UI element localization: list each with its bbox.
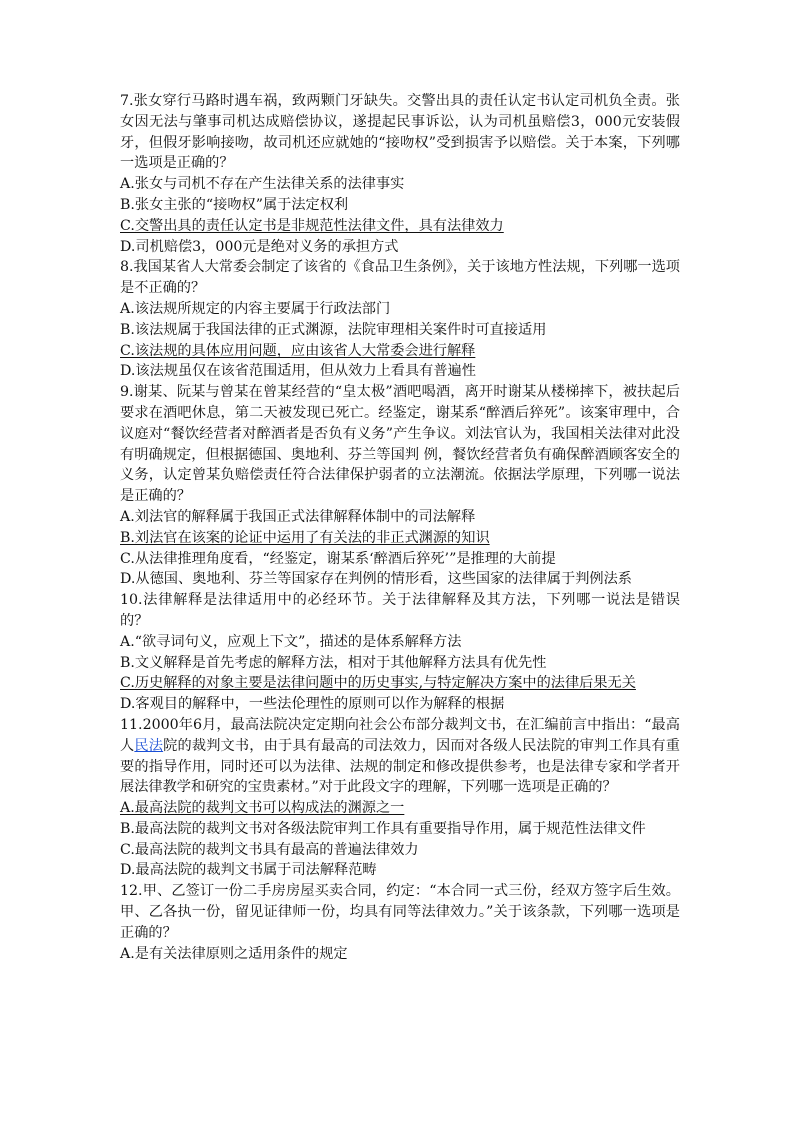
question-stem: 12.甲、乙签订一份二手房房屋买卖合同，约定：“本合同一式三份，经双方签字后生效。甲、乙各执一份，留见证律师一份，均具有同等法律效力。”关于该条款，下列哪一选项是正确的？ bbox=[120, 883, 680, 941]
option-b: B.该法规属于我国法律的正式渊源，法院审理相关案件时可直接适用 bbox=[120, 321, 547, 338]
document-page bbox=[120, 91, 680, 964]
question-stem: 10.法律解释是法律适用中的必经环节。关于法律解释及其方法，下列哪一说法是错误的？ bbox=[120, 592, 680, 629]
option-d: D.最高法院的裁判文书属于司法解释范畴 bbox=[120, 862, 377, 879]
option-a: A.是有关法律原则之适用条件的规定 bbox=[120, 945, 348, 962]
option-b: B.张女主张的“接吻权”属于法定权利 bbox=[120, 196, 349, 213]
option-a: A.张女与司机不存在产生法律关系的法律事实 bbox=[120, 176, 405, 193]
stem-text-before-link: 11.2000年6月，最高法院决定定期向社会公布部分裁判文书，在汇编前言中指出：“最高人 bbox=[120, 716, 680, 754]
option-c: C.最高法院的裁判文书具有最高的普遍法律效力 bbox=[120, 841, 419, 858]
option-c-answer: C.该法规的具体应用问题，应由该省人大常委会进行解释 bbox=[120, 342, 476, 359]
question-10 bbox=[120, 590, 680, 715]
option-b: B.最高法院的裁判文书对各级法院审判工作具有重要指导作用，属于规范性法律文件 bbox=[120, 820, 646, 837]
option-b-answer: B.刘法官在该案的论证中运用了有关法的非正式渊源的知识 bbox=[120, 529, 490, 546]
option-c-answer: C.交警出具的责任认定书是非规范性法律文件，具有法律效力 bbox=[120, 217, 504, 234]
question-stem: 7.张女穿行马路时遇车祸，致两颗门牙缺失。交警出具的责任认定书认定司机负全责。张女因无法与肇事司机达成赔偿协议，遂提起民事诉讼，认为司机虽赔偿3，000元安装假牙，但假牙影响接吻，故司机还应就她的“接吻权”受到损害予以赔偿。关于本案，下列哪一选项是正确的？ bbox=[120, 93, 680, 172]
option-b: B.文义解释是首先考虑的解释方法，相对于其他解释方法具有优先性 bbox=[120, 654, 547, 671]
option-d: D.该法规虽仅在该省范围适用，但从效力上看具有普遍性 bbox=[120, 363, 476, 380]
option-a: A.刘法官的解释属于我国正式法律解释体制中的司法解释 bbox=[120, 508, 476, 525]
option-a: A.“欲寻词句义，应观上下文”，描述的是体系解释方法 bbox=[120, 633, 462, 650]
hyperlink-minfa[interactable]: 民法 bbox=[134, 737, 164, 754]
question-9 bbox=[120, 382, 680, 590]
question-8 bbox=[120, 257, 680, 382]
question-11 bbox=[120, 715, 680, 881]
question-12 bbox=[120, 881, 680, 964]
option-a: A.该法规所规定的内容主要属于行政法部门 bbox=[120, 300, 391, 317]
option-c: C.从法律推理角度看，“经鉴定，谢某系‘醉酒后猝死’”是推理的大前提 bbox=[120, 550, 556, 567]
option-d: D.从德国、奥地利、芬兰等国家存在判例的情形看，这些国家的法律属于判例法系 bbox=[120, 571, 632, 588]
question-stem: 9.谢某、阮某与曾某在曾某经营的“皇太极”酒吧喝酒，离开时谢某从楼梯摔下，被扶起后要求在酒吧休息，第二天被发现已死亡。经鉴定，谢某系“醉酒后猝死”。该案审理中，合议庭对“餐饮经营者对醉酒者是否负有义务”产生争议。刘法官认为，我国相关法律对此没有明确规定，但根据德国、奥地利、芬兰等国判 例，餐饮经营者负有确保醉酒顾客安全的义务，认定曾某负赔偿责任符合法律保护弱者的立法潮流。依据法学原理，下列哪一说法是正确的？ bbox=[120, 384, 680, 505]
question-stem: 8.我国某省人大常委会制定了该省的《食品卫生条例》，关于该地方性法规，下列哪一选项是不正确的？ bbox=[120, 259, 680, 297]
option-d: D.客观目的解释中，一些法伦理性的原则可以作为解释的根据 bbox=[120, 696, 505, 713]
option-c-answer: C.历史解释的对象主要是法律问题中的历史事实,与特定解决方案中的法律后果无关 bbox=[120, 675, 636, 692]
option-d: D.司机赔偿3，000元是绝对义务的承担方式 bbox=[120, 238, 399, 255]
question-7 bbox=[120, 91, 680, 257]
question-stem bbox=[120, 715, 680, 798]
stem-text-after-link: 院的裁判文书，由于具有最高的司法效力，因而对各级人民法院的审判工作具有重要的指导作用，同时还可以为法律、法规的制定和修改提供参考，也是法律专家和学者开展法律教学和研究的宝贵素材。”对于此段文字的理解，下列哪一选项是正确的？ bbox=[120, 737, 680, 796]
option-a-answer: A.最高法院的裁判文书可以构成法的渊源之一 bbox=[120, 800, 405, 817]
